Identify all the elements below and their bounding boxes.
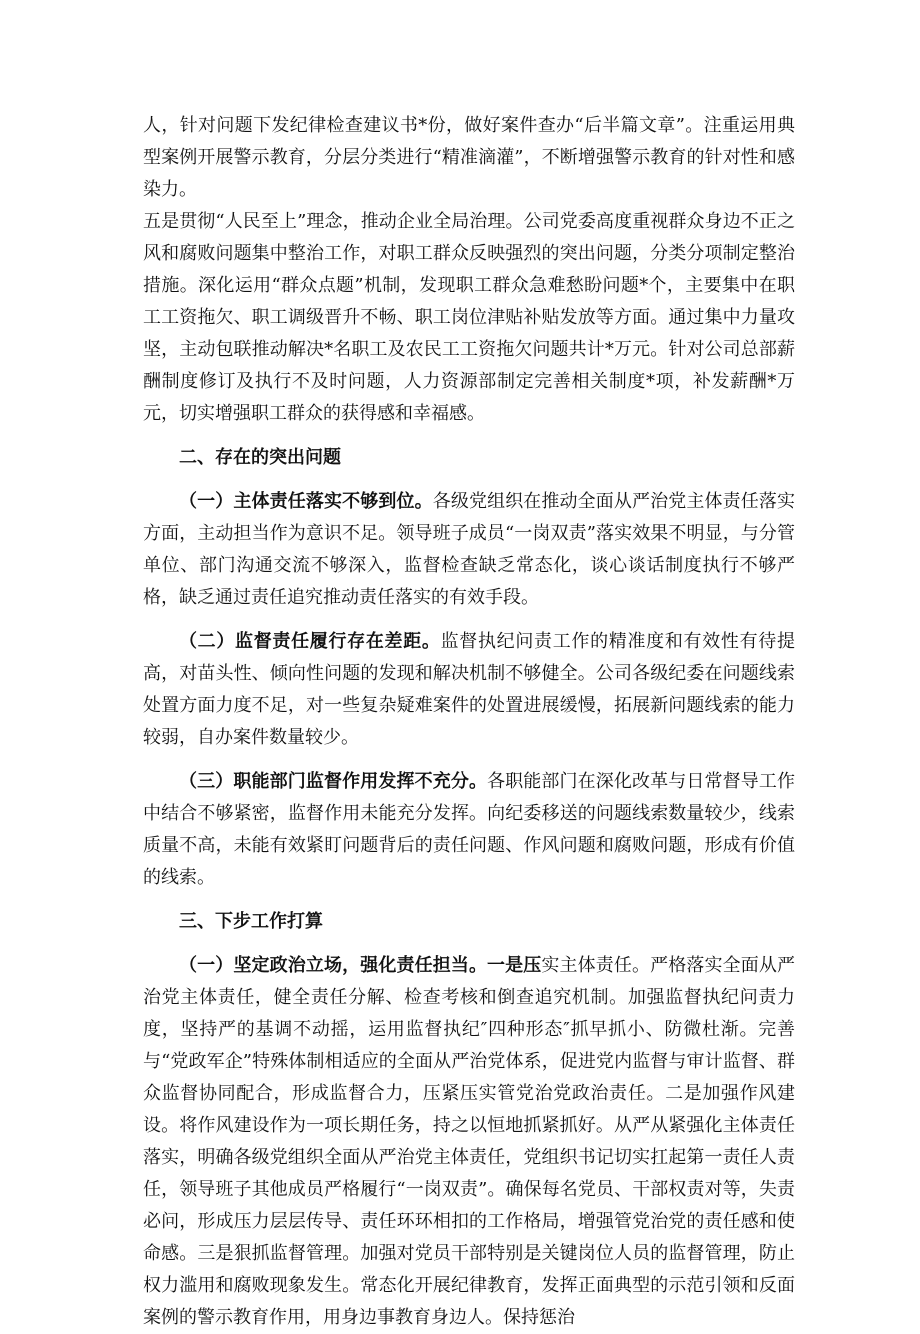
plan-1-title: （一）坚定政治立场，强化责任担当。一是压 bbox=[179, 955, 542, 976]
issue-3 bbox=[143, 766, 795, 894]
issue-2-title: （二）监督责任履行存在差距。 bbox=[179, 631, 441, 652]
plan-1-body: 实主体责任。严格落实全面从严治党主体责任，健全责任分解、检查考核和倒查追究机制。加强监督执纪问责力度，坚持严的基调不动摇，运用监督执纪″四种形态″抓早抓小、防微杜渐。完善与“党政军企”特殊体制相适应的全面从严治党体系，促进党内监督与审计监督、群众监督协同配合，形成监督合力，压紧压实管党治党政治责任。二是加强作风建设。将作风建设作为一项长期任务，持之以恒地抓紧抓好。从严从紧强化主体责任落实，明确各级党组织全面从严治党主体责任，党组织书记切实扛起第一责任人责任，领导班子其他成员严格履行“一岗双责”。确保每名党员、干部权责对等，失责必问，形成压力层层传导、责任环环相扣的工作格局，增强管党治党的责任感和使命感。三是狠抓监督管理。加强对党员干部特别是关键岗位人员的监督管理，防止权力滥用和腐败现象发生。常态化开展纪律教育，发挥正面典型的示范引领和反面案例的警示教育作用，用身边事教育身边人。保持惩治 bbox=[143, 955, 795, 1328]
issue-1-body: 各级党组织在推动全面从严治党主体责任落实方面，主动担当作为意识不足。领导班子成员“一岗双责”落实效果不明显，与分管单位、部门沟通交流不够深入，监督检查缺乏常态化，谈心谈话制度执行不够严格，缺乏通过责任追究推动责任落实的有效手段。 bbox=[143, 491, 796, 608]
issue-2 bbox=[143, 626, 795, 754]
issue-1-title: （一）主体责任落实不够到位。 bbox=[179, 491, 433, 512]
paragraph-five: 五是贯彻“人民至上”理念，推动企业全局治理。公司党委高度重视群众身边不正之风和腐败问题集中整治工作，对职工群众反映强烈的突出问题，分类分项制定整治措施。深化运用“群众点题”机制，发现职工群众急难愁盼问题*个，主要集中在职工工资拖欠、职工调级晋升不畅、职工岗位津贴补贴发放等方面。通过集中力量攻坚，主动包联推动解决*名职工及农民工工资拖欠问题共计*万元。针对公司总部薪酬制度修订及执行不及时问题，人力资源部制定完善相关制度*项，补发薪酬*万元，切实增强职工群众的获得感和幸福感。 bbox=[143, 211, 795, 424]
issue-2-body: 监督执纪问责工作的精准度和有效性有待提高，对苗头性、倾向性问题的发现和解决机制不够健全。公司各级纪委在问题线索处置方面力度不足，对一些复杂疑难案件的处置进展缓慢，拓展新问题线索的能力较弱，自办案件数量较少。 bbox=[143, 631, 795, 748]
issue-1 bbox=[143, 486, 795, 614]
issue-3-body: 各职能部门在深化改革与日常督导工作中结合不够紧密，监督作用未能充分发挥。向纪委移送的问题线索数量较少，线索质量不高，未能有效紧盯问题背后的责任问题、作风问题和腐败问题，形成有价值的线索。 bbox=[143, 771, 796, 888]
issue-3-title: （三）职能部门监督作用发挥不充分。 bbox=[179, 771, 488, 792]
paragraph-intro: 人，针对问题下发纪律检查建议书*份，做好案件查办“后半篇文章”。注重运用典型案例开展警示教育，分层分类进行“精准滴灌”，不断增强警示教育的针对性和感染力。 bbox=[143, 115, 795, 200]
section-heading-three: 三、下步工作打算 bbox=[179, 911, 323, 932]
plan-1 bbox=[143, 950, 795, 1334]
section-heading-two: 二、存在的突出问题 bbox=[179, 447, 341, 468]
